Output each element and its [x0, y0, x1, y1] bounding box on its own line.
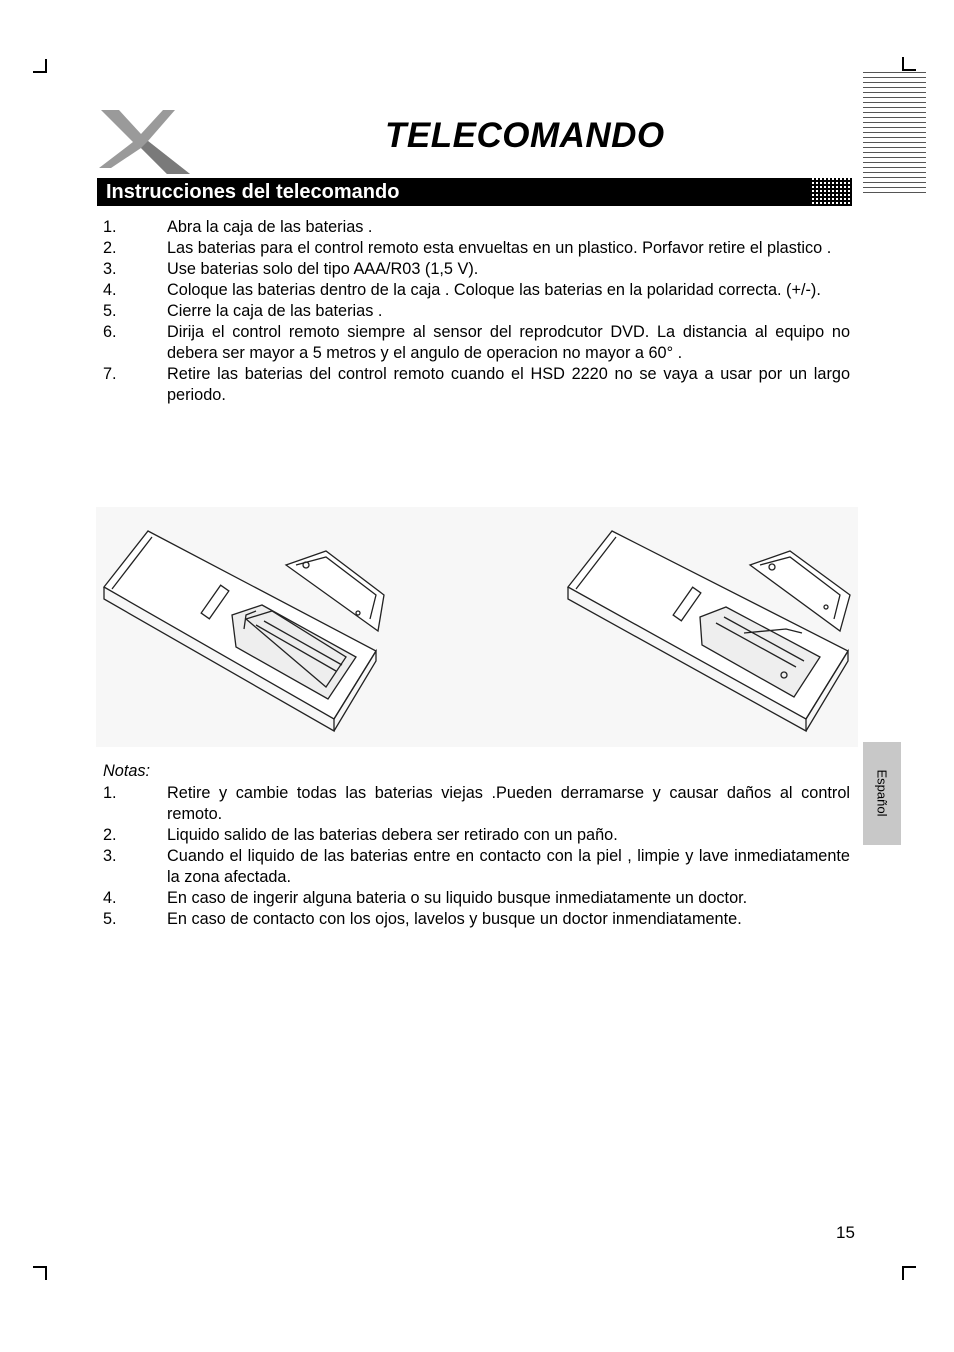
crop-mark-bottom-left: [33, 1266, 47, 1280]
page-number: 15: [836, 1223, 855, 1242]
crop-mark-top-right: [902, 57, 916, 71]
list-item: [103, 909, 850, 930]
language-side-tab: [863, 742, 901, 845]
item-number: 4.: [103, 281, 117, 299]
page-title: TELECOMANDO: [385, 116, 665, 155]
list-item: [103, 301, 850, 322]
item-text: Liquido salido de las baterias debera ser retirado con un paño.: [167, 826, 618, 844]
list-item: [103, 259, 850, 280]
battery-installation-illustration: [96, 507, 858, 747]
crop-mark-top-left: [33, 59, 47, 73]
item-text: Retire y cambie todas las baterias viejas .Pueden derramarse y causar daños al control remoto.: [167, 784, 850, 823]
decorative-stripes: [863, 72, 926, 200]
item-number: 7.: [103, 365, 117, 383]
item-number: 3.: [103, 260, 117, 278]
item-text: Abra la caja de las baterias .: [167, 218, 373, 236]
item-text: En caso de contacto con los ojos, lavelos y busque un doctor inmendiatamente.: [167, 910, 742, 928]
language-label: Español: [874, 769, 890, 817]
item-number: 2.: [103, 826, 117, 844]
remote-open-illustration: [104, 531, 384, 731]
notes-label: Notas:: [103, 762, 151, 780]
notes-list: [103, 783, 850, 930]
section-heading-bar: [97, 178, 852, 206]
list-item: [103, 280, 850, 301]
item-number: 2.: [103, 239, 117, 257]
list-item: [103, 825, 850, 846]
item-number: 1.: [103, 784, 117, 802]
item-number: 3.: [103, 847, 117, 865]
item-text: Las baterias para el control remoto esta envueltas en un plastico. Porfavor retire el plastico .: [167, 239, 832, 257]
crop-mark-bottom-right: [902, 1266, 916, 1280]
dot-pattern-icon: [812, 178, 852, 206]
item-text: Cuando el liquido de las baterias entre en contacto con la piel , limpie y lave inmediatamente la zona afectada.: [167, 847, 850, 886]
item-number: 5.: [103, 910, 117, 928]
item-text: Retire las baterias del control remoto cuando el HSD 2220 no se vaya a usar por un largo periodo.: [167, 365, 850, 404]
item-number: 5.: [103, 302, 117, 320]
item-text: Dirija el control remoto siempre al sensor del reprodcutor DVD. La distancia al equipo no debera ser mayor a 5 metros y el angulo de operacion no mayor a 60° .: [167, 323, 850, 362]
item-text: Coloque las baterias dentro de la caja . Coloque las baterias en la polaridad correcta. (+/-).: [167, 281, 821, 299]
remote-battery-insert-illustration: [568, 531, 850, 731]
list-item: [103, 364, 850, 406]
list-item: [103, 888, 850, 909]
x-brand-logo-icon: [95, 108, 195, 176]
list-item: [103, 846, 850, 888]
list-item: [103, 783, 850, 825]
list-item: [103, 238, 850, 259]
list-item: [103, 322, 850, 364]
instructions-list: [103, 217, 850, 406]
item-number: 1.: [103, 218, 117, 236]
list-item: [103, 217, 850, 238]
item-text: En caso de ingerir alguna bateria o su liquido busque inmediatamente un doctor.: [167, 889, 748, 907]
section-heading: Instrucciones del telecomando: [106, 181, 400, 203]
item-text: Cierre la caja de las baterias .: [167, 302, 383, 320]
item-number: 4.: [103, 889, 117, 907]
item-text: Use baterias solo del tipo AAA/R03 (1,5 V).: [167, 260, 479, 278]
item-number: 6.: [103, 323, 117, 341]
